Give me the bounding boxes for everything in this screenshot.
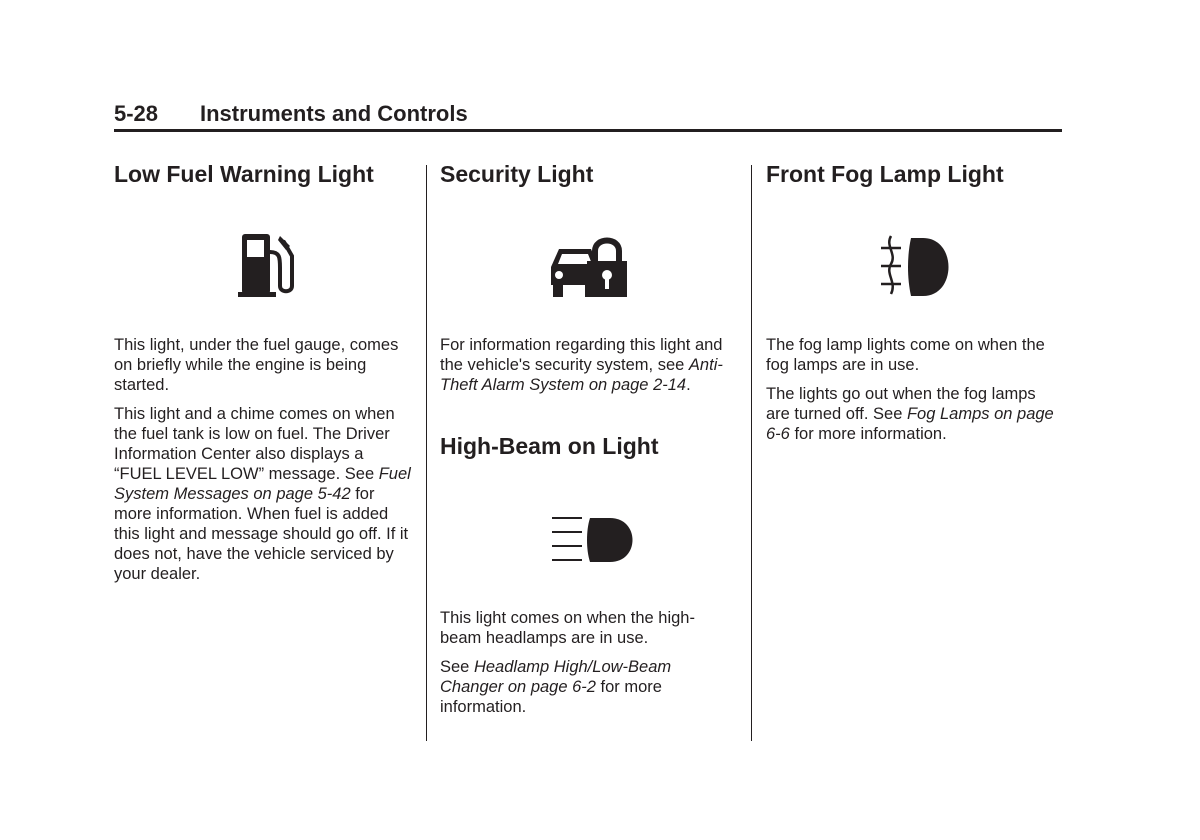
column-divider — [751, 165, 752, 741]
fog-lamp-title: Front Fog Lamp Light — [766, 161, 1004, 187]
fog-lamp-paragraph-1: The fog lamp lights come on when the fog lamps are in use. — [766, 336, 1045, 374]
page-number: 5-28 — [114, 101, 159, 126]
high-beam-paragraph-1: This light comes on when the high-beam headlamps are in use. — [440, 609, 695, 647]
fog-lamp-paragraph-2: The lights go out when the fog lamps are turned off. See Fog Lamps on page 6-6 for more information. — [766, 385, 1054, 443]
column-divider — [426, 165, 427, 741]
low-fuel-paragraph-2: This light and a chime comes on when the fuel tank is low on fuel. The Driver Information Center also displays a “FUEL LEVEL LOW” message. See Fuel System Messages on page 5-42 for more information. When fuel is added this light and message should go off. If it does not, have the vehicle serviced by your dealer. — [114, 405, 411, 583]
security-title: Security Light — [440, 161, 594, 187]
low-fuel-paragraph-1: This light, under the fuel gauge, comes on briefly while the engine is being started. — [114, 336, 399, 394]
low-fuel-title: Low Fuel Warning Light — [114, 161, 374, 187]
anti-theft-alarm-ref: Anti-Theft Alarm System on page 2-14 — [440, 356, 723, 394]
high-beam-paragraph-2: See Headlamp High/Low-Beam Changer on page 6-2 for more information. — [440, 658, 672, 716]
high-beam-title: High-Beam on Light — [440, 433, 659, 459]
fuel-system-messages-ref: Fuel System Messages on page 5-42 — [114, 465, 411, 503]
section-title: Instruments and Controls — [200, 101, 468, 126]
page-header — [114, 101, 1062, 132]
security-car-lock-icon — [547, 233, 629, 299]
fuel-pump-icon — [236, 230, 300, 300]
fog-lamp-icon — [879, 234, 953, 300]
headlamp-changer-ref: Headlamp High/Low-Beam Changer on page 6-2 — [440, 658, 672, 696]
high-beam-icon — [550, 514, 636, 566]
fog-lamps-ref: Fog Lamps on page 6-6 — [766, 405, 1054, 443]
security-paragraph-1: For information regarding this light and the vehicle's security system, see Anti-Theft Alarm System on page 2-14. — [440, 336, 723, 394]
